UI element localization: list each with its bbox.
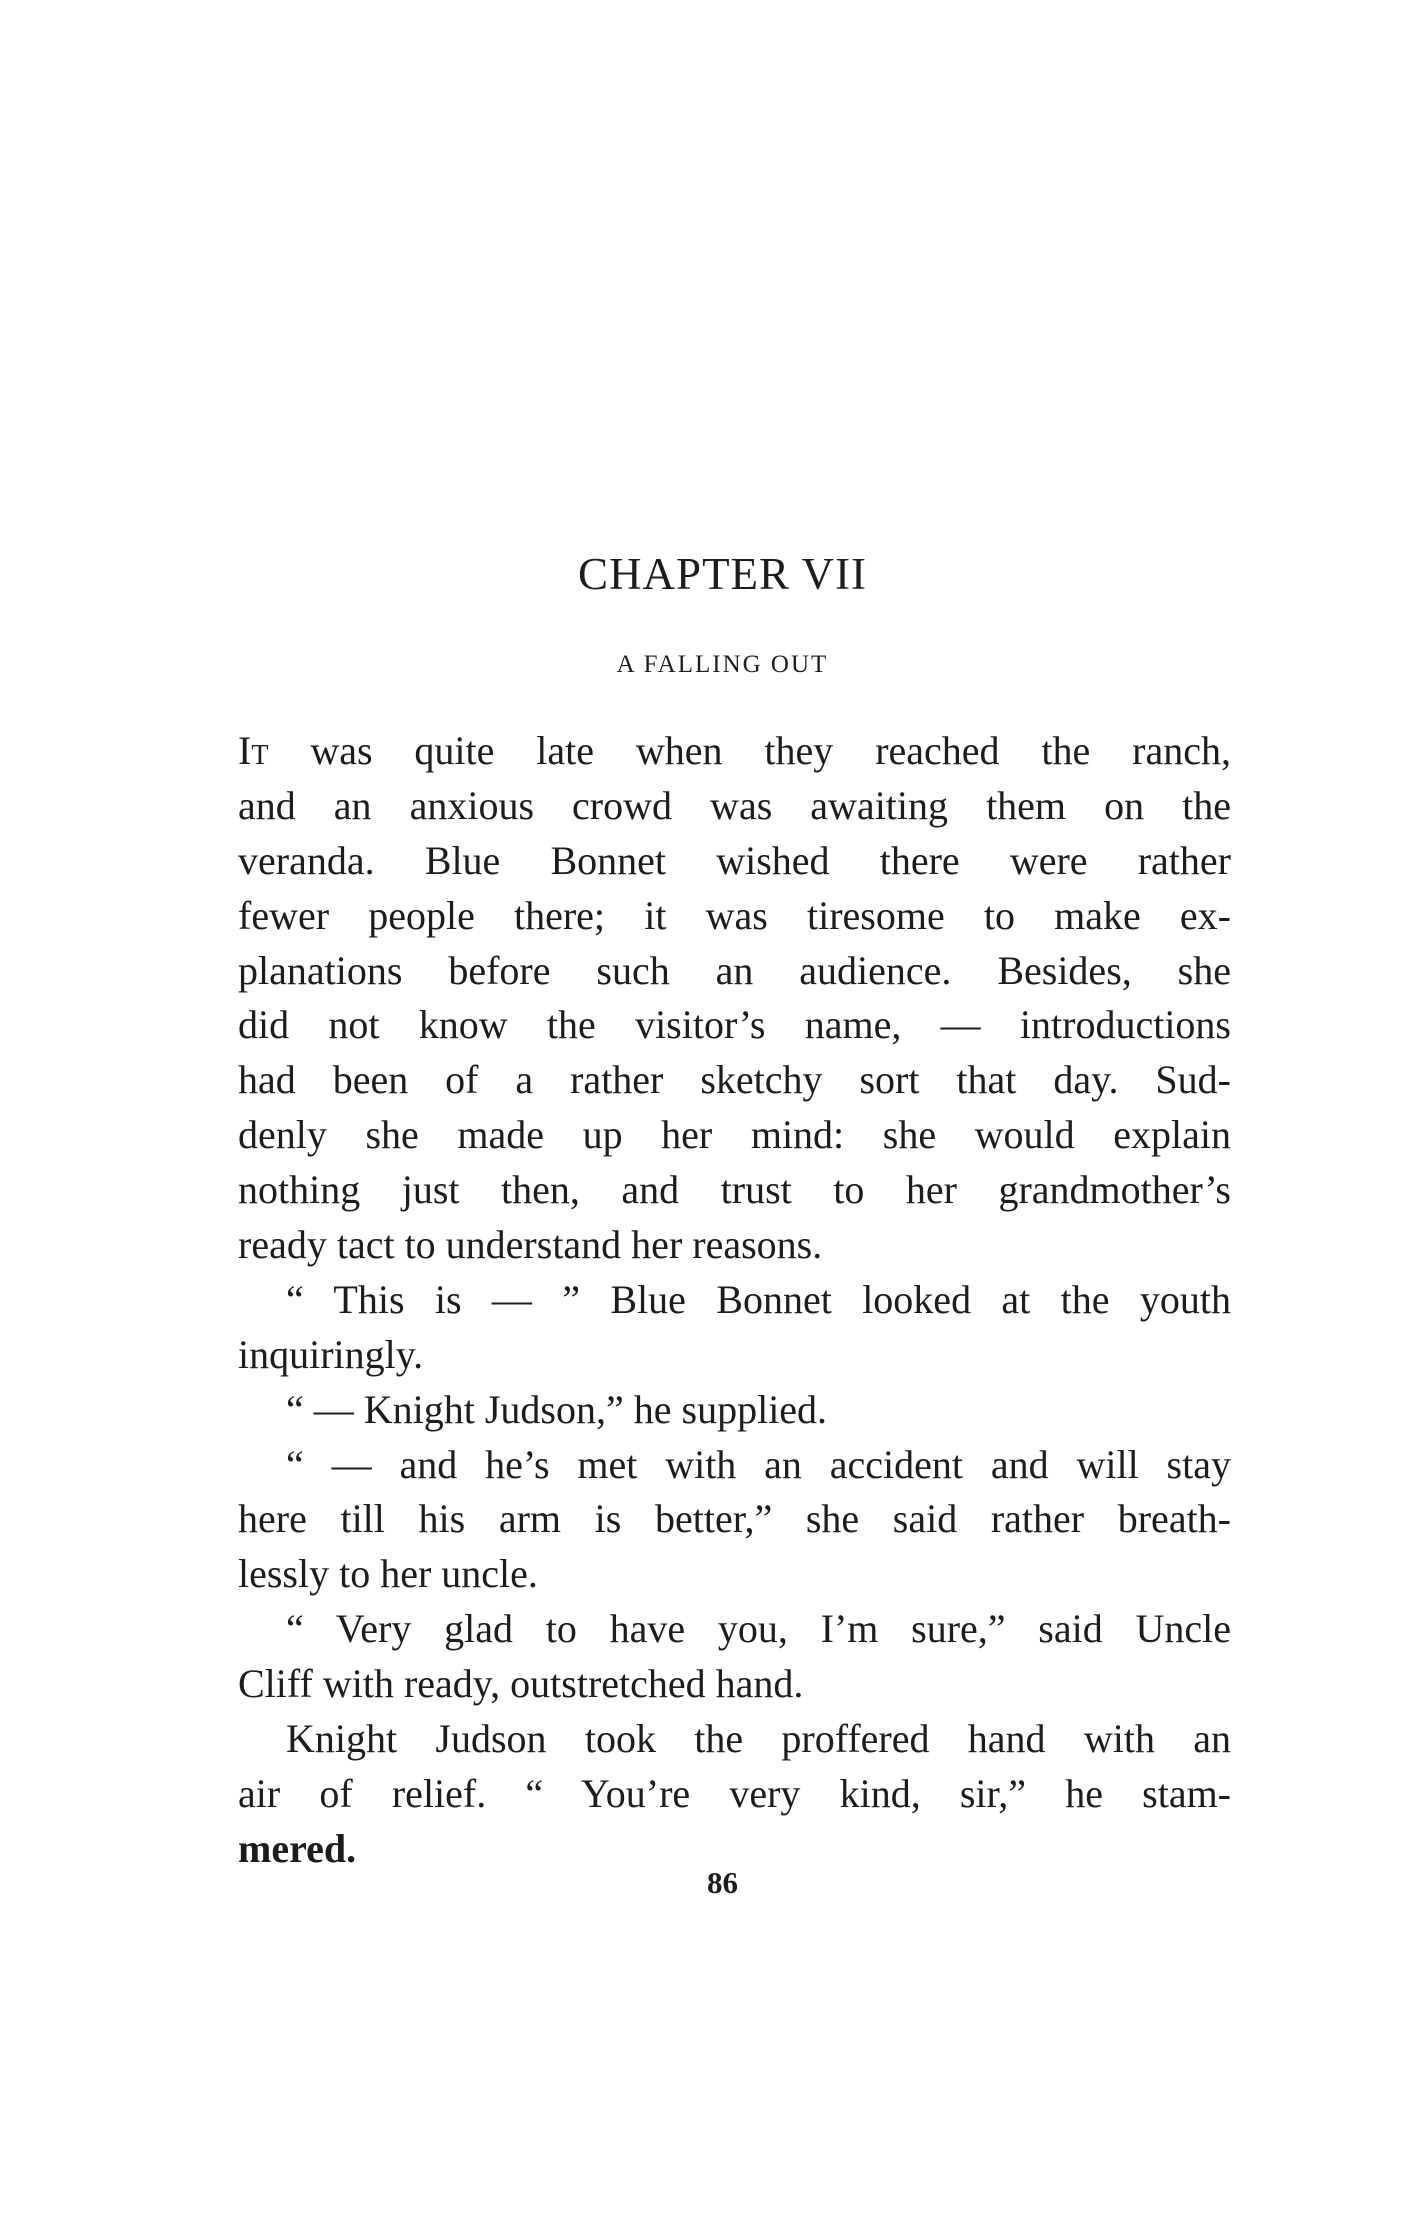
chapter-title: CHAPTER VII: [578, 549, 867, 599]
text-line-4: fewer people there; it was tiresome to make ex-: [238, 892, 1231, 938]
text-line-21: mered.: [238, 1825, 357, 1871]
text-line-19: Knight Judson took the proffered hand with an: [286, 1716, 1231, 1762]
text-line-11: “ This is — ” Blue Bonnet looked at the youth: [286, 1276, 1231, 1322]
text-line-18: Cliff with ready, outstretched hand.: [238, 1661, 804, 1707]
text-line-7: had been of a rather sketchy sort that day. Sud-: [238, 1057, 1231, 1103]
text-line-8: denly she made up her mind: she would explain: [238, 1112, 1231, 1158]
text-line-1: It was quite late when they reached the ranch,: [238, 728, 1231, 773]
chapter-subtitle: A FALLING OUT: [616, 651, 829, 678]
text-line-9: nothing just then, and trust to her grandmother’s: [238, 1167, 1231, 1213]
drop-word: It: [238, 728, 269, 773]
text-line-5: planations before such an audience. Besides, she: [238, 947, 1231, 993]
text-line-2: and an anxious crowd was awaiting them on the: [238, 782, 1231, 828]
text-line-16: lessly to her uncle.: [238, 1551, 538, 1597]
text-line-13: “ — Knight Judson,” he supplied.: [286, 1386, 828, 1432]
body-text: [238, 724, 1231, 1877]
text-line-15: here till his arm is better,” she said rather breath-: [238, 1496, 1231, 1542]
text-line-6: did not know the visitor’s name, — introductions: [238, 1002, 1231, 1048]
text-line-10: ready tact to understand her reasons.: [238, 1222, 823, 1268]
text-line-14: “ — and he’s met with an accident and will stay: [286, 1441, 1231, 1487]
text-line-3: veranda. Blue Bonnet wished there were rather: [238, 837, 1231, 883]
page-number: 86: [707, 1865, 738, 1900]
text-line-17: “ Very glad to have you, I’m sure,” said Uncle: [286, 1606, 1231, 1652]
text-line-12: inquiringly.: [238, 1331, 424, 1377]
text-line-20: air of relief. “ You’re very kind, sir,” he stam-: [238, 1770, 1231, 1816]
